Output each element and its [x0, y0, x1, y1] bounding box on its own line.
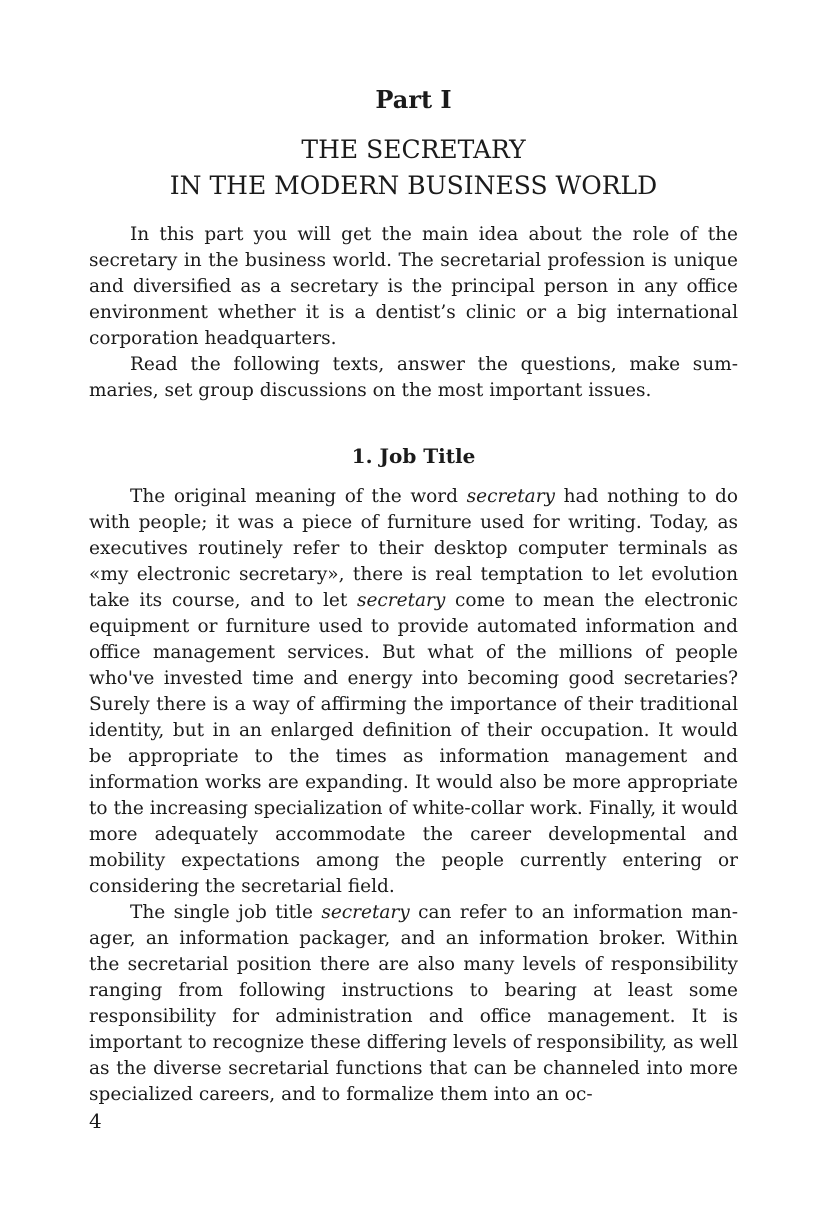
- emphasis-term: secretary: [356, 590, 446, 611]
- emphasis-term: secretary: [321, 902, 410, 923]
- title-line-1: THE SECRETARY: [301, 135, 526, 164]
- page-content: [89, 84, 738, 1108]
- title-line-2: IN THE MODERN BUSINESS WORLD: [169, 171, 658, 200]
- section-paragraph-1: [89, 484, 738, 900]
- paragraph-text: can refer to an information manager, an information packager, and an information broker. Within the secretarial position there are also many levels of responsibility ranging from following instructions to bearing at least some responsibility for administration and office management. It is important to recognize these differing levels of responsibility, as well as the diverse secretarial functions that can be channeled into more specialized careers, and to formalize them into an oc-: [89, 902, 738, 1105]
- intro-paragraph-2: Read the following texts, answer the questions, make summaries, set group discussions on the most important issues.: [89, 354, 738, 401]
- paragraph-text: had nothing to do with people; it was a piece of furniture used for writing. Today, as executives routinely refer to their desktop computer terminals as «my electronic secretary», there is real temptation to let evolution take its course, and to let: [89, 486, 738, 611]
- emphasis-term: secretary: [466, 486, 555, 507]
- paragraph-text: The original meaning of the word: [130, 486, 467, 507]
- page-number: 4: [89, 1109, 102, 1133]
- section-heading: 1. Job Title: [351, 444, 476, 468]
- paragraph-text: come to mean the electronic equipment or furniture used to provide automated information and office management services. But what of the millions of people who've invested time and energy into becoming good secretaries? Surely there is a way of affirming the importance of their traditional identity, but in an enlarged definition of their occupation. It would be appropriate to the times as information management and information works are expanding. It would also be more appropriate to the increasing specialization of white-collar work. Finally, it would more adequately accommodate the career developmental and mobility expectations among the people currently entering or considering the secretarial field.: [89, 590, 738, 897]
- paragraph-text: The single job title: [130, 902, 322, 923]
- page-title: [89, 132, 738, 204]
- intro-paragraph-1: In this part you will get the main idea about the role of the secretary in the business world. The secretarial profession is unique and diversified as a secretary is the principal person in any office environment whether it is a dentist’s clinic or a big international corporation headquarters.: [89, 224, 738, 349]
- section-paragraph-2: [89, 900, 738, 1108]
- part-label: Part I: [375, 85, 452, 114]
